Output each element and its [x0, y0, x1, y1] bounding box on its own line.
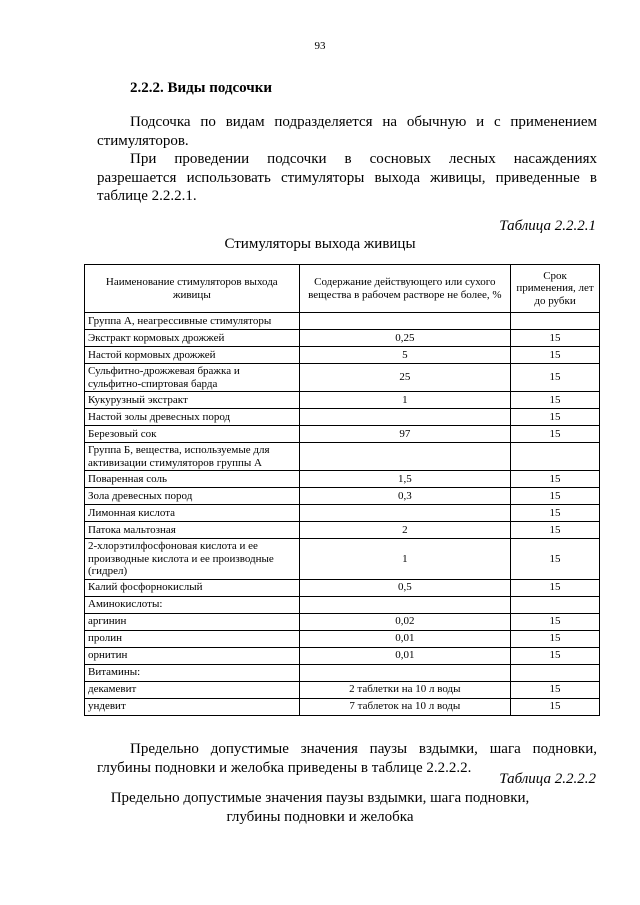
paragraph-line: глубины подновки и желобка приведены в таблице 2.2.2.2. [97, 759, 472, 776]
cell-content: 1 [299, 539, 510, 580]
cell-name: Кукурузный экстракт [85, 392, 300, 409]
cell-term: 15 [511, 522, 600, 539]
cell-content: 2 таблетки на 10 л воды [299, 681, 510, 698]
cell-term: 15 [511, 698, 600, 715]
table-row [85, 409, 600, 426]
cell-term: 15 [511, 488, 600, 505]
table-row [85, 596, 600, 613]
table-row [85, 443, 600, 471]
cell-name: декамевит [85, 681, 300, 698]
cell-term [511, 313, 600, 330]
table-row [85, 579, 600, 596]
table2-title [0, 789, 640, 826]
table-body [85, 313, 600, 716]
table-row [85, 426, 600, 443]
cell-content [299, 409, 510, 426]
cell-content: 5 [299, 347, 510, 364]
cell-term: 15 [511, 364, 600, 392]
cell-term: 15 [511, 471, 600, 488]
cell-content: 7 таблеток на 10 л воды [299, 698, 510, 715]
cell-name: Зола древесных пород [85, 488, 300, 505]
table-row [85, 664, 600, 681]
cell-term: 15 [511, 409, 600, 426]
table-row [85, 313, 600, 330]
cell-term: 15 [511, 330, 600, 347]
paragraph-stimulators [97, 150, 597, 206]
cell-name: Экстракт кормовых дрожжей [85, 330, 300, 347]
table-row [85, 347, 600, 364]
table-row [85, 505, 600, 522]
cell-content: 0,5 [299, 579, 510, 596]
stimulators-table [84, 264, 600, 716]
cell-term [511, 596, 600, 613]
cell-content: 0,3 [299, 488, 510, 505]
page-number: 93 [314, 40, 326, 52]
cell-content [299, 443, 510, 471]
table-row [85, 488, 600, 505]
paragraph-line: При проведении подсочки в сосновых лесных насаждениях [130, 151, 597, 167]
cell-content: 2 [299, 522, 510, 539]
cell-name: Настой кормовых дрожжей [85, 347, 300, 364]
paragraph-line: Предельно допустимые значения паузы вздымки, шага подновки, [130, 741, 597, 757]
table-row [85, 681, 600, 698]
cell-term: 15 [511, 426, 600, 443]
cell-content: 25 [299, 364, 510, 392]
table-row [85, 647, 600, 664]
cell-content: 0,25 [299, 330, 510, 347]
cell-content: 1,5 [299, 471, 510, 488]
table-label: Таблица 2.2.2.1 [499, 218, 596, 234]
cell-name: Группа Б, вещества, используемые для активизации стимуляторов группы А [85, 443, 300, 471]
cell-name: Настой золы древесных пород [85, 409, 300, 426]
cell-name: Поваренная соль [85, 471, 300, 488]
cell-name: Патока мальтозная [85, 522, 300, 539]
cell-content [299, 313, 510, 330]
cell-term: 15 [511, 539, 600, 580]
cell-term: 15 [511, 392, 600, 409]
cell-term [511, 443, 600, 471]
table2-title-line: Предельно допустимые значения паузы вздымки, шага подновки, [110, 790, 530, 806]
cell-term: 15 [511, 681, 600, 698]
cell-name: 2-хлорэтилфосфоновая кислота и ее производные кислота и ее производные (гидрел) [85, 539, 300, 580]
table-row [85, 392, 600, 409]
header-name: Наименование стимуляторов выхода живицы [85, 265, 300, 313]
table-row [85, 522, 600, 539]
cell-name: Аминокислоты: [85, 596, 300, 613]
cell-content: 97 [299, 426, 510, 443]
cell-term: 15 [511, 613, 600, 630]
cell-name: орнитин [85, 647, 300, 664]
cell-term: 15 [511, 579, 600, 596]
cell-name: Лимонная кислота [85, 505, 300, 522]
paragraph-line: таблице 2.2.2.1. [97, 188, 197, 204]
table-row [85, 613, 600, 630]
table-row [85, 698, 600, 715]
cell-name: Калий фосфорнокислый [85, 579, 300, 596]
table-row [85, 330, 600, 347]
cell-content: 0,01 [299, 630, 510, 647]
cell-content: 0,01 [299, 647, 510, 664]
cell-name: Сульфитно-дрожжевая бражка и сульфитно-спиртовая барда [85, 364, 300, 392]
table-row [85, 539, 600, 580]
cell-term: 15 [511, 505, 600, 522]
table2-label: Таблица 2.2.2.2 [499, 771, 596, 787]
section-heading: 2.2.2. Виды подсочки [130, 80, 273, 96]
table-title: Стимуляторы выхода живицы [224, 236, 416, 252]
paragraph-types [97, 113, 597, 150]
cell-name: ундевит [85, 698, 300, 715]
cell-name: Витамины: [85, 664, 300, 681]
cell-content [299, 505, 510, 522]
paragraph-line: Подсочка по видам подразделяется на обычную и с применением [130, 114, 597, 130]
paragraph-line: стимуляторов. [97, 132, 189, 149]
table2-title-line: глубины подновки и желобка [226, 808, 414, 825]
cell-name: Группа А, неагрессивные стимуляторы [85, 313, 300, 330]
header-content: Содержание действующего или сухого вещества в рабочем растворе не более, % [299, 265, 510, 313]
cell-content: 0,02 [299, 613, 510, 630]
cell-name: аргинин [85, 613, 300, 630]
table-header-row [85, 265, 600, 313]
table-row [85, 364, 600, 392]
cell-name: Березовый сок [85, 426, 300, 443]
cell-term: 15 [511, 647, 600, 664]
cell-term: 15 [511, 347, 600, 364]
cell-content: 1 [299, 392, 510, 409]
cell-content [299, 596, 510, 613]
header-term: Срок применения, лет до рубки [511, 265, 600, 313]
paragraph-line: разрешается использовать стимуляторы выхода живицы, приведенные в [97, 169, 597, 186]
table-row [85, 471, 600, 488]
cell-content [299, 664, 510, 681]
cell-term: 15 [511, 630, 600, 647]
table-row [85, 630, 600, 647]
cell-term [511, 664, 600, 681]
cell-name: пролин [85, 630, 300, 647]
